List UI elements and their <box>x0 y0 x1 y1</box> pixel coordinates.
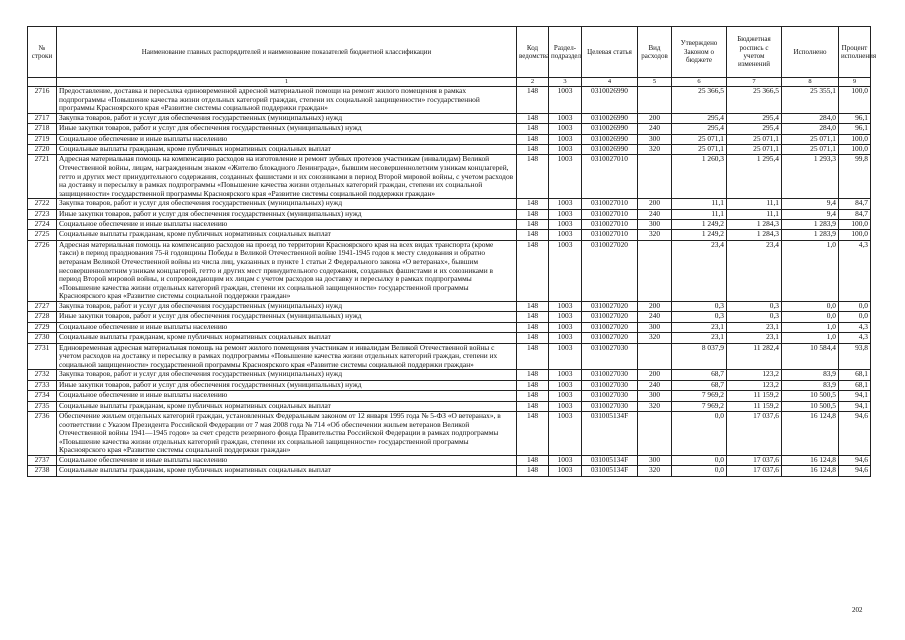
approved-amount: 23,4 <box>672 240 727 301</box>
executed-amount: 1 283,9 <box>782 220 839 230</box>
table-row <box>28 144 871 154</box>
expense-type: 300 <box>638 391 672 401</box>
executed-amount: 284,0 <box>782 113 839 123</box>
execution-percent: 4,3 <box>839 240 871 301</box>
expense-type: 200 <box>638 199 672 209</box>
executed-amount: 16 124,8 <box>782 466 839 476</box>
budget-sheet <box>27 26 877 477</box>
row-name: Предоставление, доставка и пересылка единовременной адресной материальной помощи на ремонт жилого помещения в рамках подпрограммы «Повышение качества жизни отдельных категорий граждан, степени их социальной защищенности» государственной программы Красноярского края «Развитие системы социальной поддержки граждан» <box>57 87 517 114</box>
section-code: 1003 <box>549 343 582 370</box>
target-item: 0310027010 <box>582 209 638 219</box>
section-code: 1003 <box>549 87 582 114</box>
target-item: 0310027010 <box>582 155 638 199</box>
section-code: 1003 <box>549 124 582 134</box>
executed-amount: 25 355,1 <box>782 87 839 114</box>
section-code: 1003 <box>549 113 582 123</box>
section-code: 1003 <box>549 380 582 390</box>
executed-amount: 9,4 <box>782 199 839 209</box>
table-row <box>28 240 871 301</box>
table-row <box>28 312 871 322</box>
row-number: 2726 <box>28 240 57 301</box>
row-name: Адресная материальная помощь на компенсацию расходов на проезд по территории Красноярского края на всех видах транспорта (кроме такси) в период празднования 75-й годовщины Победы в Великой Отечественной войне 1941-1945 годов к месту следования и обратно ветеранам Великой Отечественной войны из числа лиц, указанных в пункте 1 статьи 2 Федерального закона «О ветеранах», бывшим несовершеннолетним узникам концлагерей, гетто и других мест принудительного содержания, созданных фашистами и их союзниками в период Второй мировой войны, и сопровождающим их лицам с учетом расходов на доставку и пересылку в рамках подпрограммы «Повышение качества жизни отдельных категорий граждан, степени их социальной защищенности» государственной программы Красноярского края «Развитие системы социальной поддержки граждан» <box>57 240 517 301</box>
row-number: 2722 <box>28 199 57 209</box>
execution-percent: 4,3 <box>839 333 871 343</box>
header-approved: Утверждено Законом о бюджете <box>672 27 727 78</box>
ministry-code: 148 <box>517 220 549 230</box>
section-code: 1003 <box>549 455 582 465</box>
executed-amount: 0,0 <box>782 302 839 312</box>
section-code: 1003 <box>549 199 582 209</box>
budget-table <box>27 26 877 477</box>
approved-amount: 0,3 <box>672 312 727 322</box>
row-number: 2717 <box>28 113 57 123</box>
row-number: 2718 <box>28 124 57 134</box>
schedule-amount: 25 071,1 <box>727 134 782 144</box>
approved-amount: 11,1 <box>672 199 727 209</box>
row-name: Социальное обеспечение и иные выплаты населению <box>57 455 517 465</box>
expense-type: 240 <box>638 380 672 390</box>
row-number: 2733 <box>28 380 57 390</box>
execution-percent: 94,6 <box>839 466 871 476</box>
schedule-amount: 11 282,4 <box>727 343 782 370</box>
section-code: 1003 <box>549 333 582 343</box>
execution-percent: 94,6 <box>839 411 871 455</box>
table-row <box>28 391 871 401</box>
column-number: 5 <box>638 78 672 87</box>
section-code: 1003 <box>549 322 582 332</box>
table-row <box>28 199 871 209</box>
row-name: Социальное обеспечение и иные выплаты населению <box>57 322 517 332</box>
row-name: Адресная материальная помощь на компенсацию расходов на изготовление и ремонт зубных протезов участникам (инвалидам) Великой Отечественной войны, лицам, награжденным знаком «Жителю блокадного Ленинграда», бывшим несовершеннолетним узникам концлагерей, гетто и других мест принудительного содержания, созданных фашистами и их союзниками в период Второй мировой войны, с учетом расходов на доставку и пересылку в рамках подпрограммы «Повышение качества жизни отдельных категорий граждан, степени их социальной защищенности» государственной программы Красноярского края «Развитие системы социальной поддержки граждан» <box>57 155 517 199</box>
column-number: 7 <box>727 78 782 87</box>
table-row <box>28 87 871 114</box>
approved-amount: 68,7 <box>672 370 727 380</box>
column-number: 9 <box>839 78 871 87</box>
row-name: Единовременная адресная материальная помощь на ремонт жилого помещения участникам и инвалидам Великой Отечественной войны с учетом расходов на доставку и пересылку в рамках подпрограммы «Повышение качества жизни отдельных категорий граждан, степени их социальной защищенности» государственной программы Красноярского края «Развитие системы социальной поддержки граждан» <box>57 343 517 370</box>
section-code: 1003 <box>549 302 582 312</box>
ministry-code: 148 <box>517 322 549 332</box>
target-item: 0310026990 <box>582 113 638 123</box>
execution-percent: 93,8 <box>839 343 871 370</box>
header-ministry-code: Код ведомства <box>517 27 549 78</box>
target-item: 0310027010 <box>582 220 638 230</box>
row-number: 2724 <box>28 220 57 230</box>
table-row <box>28 220 871 230</box>
target-item: 0310027020 <box>582 302 638 312</box>
table-row <box>28 124 871 134</box>
row-name: Иные закупки товаров, работ и услуг для обеспечения государственных (муниципальных) нужд <box>57 380 517 390</box>
row-number: 2732 <box>28 370 57 380</box>
row-number: 2731 <box>28 343 57 370</box>
executed-amount: 1,0 <box>782 322 839 332</box>
expense-type: 300 <box>638 322 672 332</box>
expense-type <box>638 343 672 370</box>
execution-percent: 68,1 <box>839 380 871 390</box>
row-name: Закупка товаров, работ и услуг для обеспечения государственных (муниципальных) нужд <box>57 113 517 123</box>
column-number: 4 <box>582 78 638 87</box>
row-number: 2720 <box>28 144 57 154</box>
schedule-amount: 11 159,2 <box>727 401 782 411</box>
ministry-code: 148 <box>517 312 549 322</box>
expense-type: 240 <box>638 124 672 134</box>
executed-amount: 10 584,4 <box>782 343 839 370</box>
header-budget-schedule: Бюджетная роспись с учетом изменений <box>727 27 782 78</box>
row-number: 2734 <box>28 391 57 401</box>
execution-percent: 100,0 <box>839 87 871 114</box>
expense-type <box>638 155 672 199</box>
approved-amount: 68,7 <box>672 380 727 390</box>
execution-percent: 99,8 <box>839 155 871 199</box>
target-item: 031005134F <box>582 411 638 455</box>
execution-percent: 94,6 <box>839 455 871 465</box>
ministry-code: 148 <box>517 466 549 476</box>
schedule-amount: 295,4 <box>727 124 782 134</box>
approved-amount: 0,0 <box>672 455 727 465</box>
ministry-code: 148 <box>517 302 549 312</box>
row-number: 2736 <box>28 411 57 455</box>
target-item: 0310026990 <box>582 87 638 114</box>
execution-percent: 94,1 <box>839 401 871 411</box>
ministry-code: 148 <box>517 230 549 240</box>
target-item: 0310026990 <box>582 134 638 144</box>
approved-amount: 0,0 <box>672 466 727 476</box>
ministry-code: 148 <box>517 370 549 380</box>
row-name: Социальное обеспечение и иные выплаты населению <box>57 220 517 230</box>
ministry-code: 148 <box>517 401 549 411</box>
row-name: Социальные выплаты гражданам, кроме публичных нормативных социальных выплат <box>57 144 517 154</box>
column-number: 2 <box>517 78 549 87</box>
ministry-code: 148 <box>517 380 549 390</box>
approved-amount: 7 969,2 <box>672 401 727 411</box>
row-name: Иные закупки товаров, работ и услуг для обеспечения государственных (муниципальных) нужд <box>57 312 517 322</box>
target-item: 0310027030 <box>582 401 638 411</box>
row-number: 2725 <box>28 230 57 240</box>
ministry-code: 148 <box>517 134 549 144</box>
table-row <box>28 370 871 380</box>
expense-type: 200 <box>638 302 672 312</box>
section-code: 1003 <box>549 466 582 476</box>
page-number: 202 <box>852 606 863 614</box>
schedule-amount: 17 037,6 <box>727 466 782 476</box>
row-number: 2721 <box>28 155 57 199</box>
executed-amount: 1,0 <box>782 333 839 343</box>
expense-type: 300 <box>638 455 672 465</box>
execution-percent: 100,0 <box>839 220 871 230</box>
target-item: 0310027010 <box>582 230 638 240</box>
ministry-code: 148 <box>517 333 549 343</box>
execution-percent: 100,0 <box>839 134 871 144</box>
ministry-code: 148 <box>517 124 549 134</box>
executed-amount: 16 124,8 <box>782 455 839 465</box>
executed-amount: 9,4 <box>782 209 839 219</box>
ministry-code: 148 <box>517 411 549 455</box>
executed-amount: 83,9 <box>782 380 839 390</box>
schedule-amount: 1 284,3 <box>727 230 782 240</box>
execution-percent: 100,0 <box>839 230 871 240</box>
approved-amount: 1 249,2 <box>672 220 727 230</box>
expense-type: 320 <box>638 333 672 343</box>
row-name: Социальные выплаты гражданам, кроме публичных нормативных социальных выплат <box>57 333 517 343</box>
expense-type: 320 <box>638 466 672 476</box>
table-row <box>28 155 871 199</box>
column-number: 3 <box>549 78 582 87</box>
ministry-code: 148 <box>517 199 549 209</box>
section-code: 1003 <box>549 240 582 301</box>
expense-type: 240 <box>638 209 672 219</box>
column-number: 1 <box>57 78 517 87</box>
schedule-amount: 25 366,5 <box>727 87 782 114</box>
row-name: Иные закупки товаров, работ и услуг для обеспечения государственных (муниципальных) нужд <box>57 209 517 219</box>
executed-amount: 25 071,1 <box>782 134 839 144</box>
expense-type: 240 <box>638 312 672 322</box>
target-item: 0310027020 <box>582 240 638 301</box>
row-number: 2719 <box>28 134 57 144</box>
executed-amount: 10 500,5 <box>782 391 839 401</box>
target-item: 0310027020 <box>582 312 638 322</box>
approved-amount: 11,1 <box>672 209 727 219</box>
row-name: Закупка товаров, работ и услуг для обеспечения государственных (муниципальных) нужд <box>57 199 517 209</box>
table-row <box>28 209 871 219</box>
ministry-code: 148 <box>517 155 549 199</box>
schedule-amount: 23,4 <box>727 240 782 301</box>
executed-amount: 1 283,9 <box>782 230 839 240</box>
execution-percent: 4,3 <box>839 322 871 332</box>
schedule-amount: 11,1 <box>727 199 782 209</box>
expense-type: 200 <box>638 370 672 380</box>
executed-amount: 1,0 <box>782 240 839 301</box>
section-code: 1003 <box>549 230 582 240</box>
executed-amount: 1 293,3 <box>782 155 839 199</box>
row-name: Закупка товаров, работ и услуг для обеспечения государственных (муниципальных) нужд <box>57 370 517 380</box>
row-number: 2727 <box>28 302 57 312</box>
ministry-code: 148 <box>517 391 549 401</box>
header-target-item: Целевая статья <box>582 27 638 78</box>
approved-amount: 7 969,2 <box>672 391 727 401</box>
row-name: Закупка товаров, работ и услуг для обеспечения государственных (муниципальных) нужд <box>57 302 517 312</box>
approved-amount: 25 366,5 <box>672 87 727 114</box>
schedule-amount: 1 284,3 <box>727 220 782 230</box>
expense-type: 320 <box>638 144 672 154</box>
row-number: 2730 <box>28 333 57 343</box>
schedule-amount: 11,1 <box>727 209 782 219</box>
ministry-code: 148 <box>517 144 549 154</box>
execution-percent: 84,7 <box>839 209 871 219</box>
expense-type: 300 <box>638 220 672 230</box>
execution-percent: 100,0 <box>839 144 871 154</box>
section-code: 1003 <box>549 134 582 144</box>
schedule-amount: 23,1 <box>727 322 782 332</box>
schedule-amount: 17 037,6 <box>727 411 782 455</box>
schedule-amount: 25 071,1 <box>727 144 782 154</box>
approved-amount: 25 071,1 <box>672 134 727 144</box>
row-number: 2737 <box>28 455 57 465</box>
target-item: 0310026990 <box>582 144 638 154</box>
row-number: 2729 <box>28 322 57 332</box>
header-expense-type: Вид расходов <box>638 27 672 78</box>
ministry-code: 148 <box>517 209 549 219</box>
ministry-code: 148 <box>517 113 549 123</box>
execution-percent: 0,0 <box>839 312 871 322</box>
schedule-amount: 17 037,6 <box>727 455 782 465</box>
table-row <box>28 113 871 123</box>
schedule-amount: 0,3 <box>727 312 782 322</box>
execution-percent: 0,0 <box>839 302 871 312</box>
table-row <box>28 134 871 144</box>
header-row <box>28 27 871 78</box>
expense-type: 320 <box>638 401 672 411</box>
expense-type <box>638 87 672 114</box>
row-number: 2728 <box>28 312 57 322</box>
ministry-code: 148 <box>517 240 549 301</box>
executed-amount: 25 071,1 <box>782 144 839 154</box>
table-row <box>28 411 871 455</box>
schedule-amount: 1 295,4 <box>727 155 782 199</box>
column-number: 8 <box>782 78 839 87</box>
table-row <box>28 343 871 370</box>
row-number: 2716 <box>28 87 57 114</box>
target-item: 031005134F <box>582 455 638 465</box>
approved-amount: 23,1 <box>672 333 727 343</box>
expense-type <box>638 411 672 455</box>
row-name: Социальные выплаты гражданам, кроме публичных нормативных социальных выплат <box>57 401 517 411</box>
approved-amount: 295,4 <box>672 124 727 134</box>
row-name: Социальное обеспечение и иные выплаты населению <box>57 391 517 401</box>
execution-percent: 96,1 <box>839 124 871 134</box>
executed-amount: 16 124,8 <box>782 411 839 455</box>
ministry-code: 148 <box>517 87 549 114</box>
schedule-amount: 23,1 <box>727 333 782 343</box>
header-row-number: № строки <box>28 27 57 78</box>
header-executed: Исполнено <box>782 27 839 78</box>
execution-percent: 96,1 <box>839 113 871 123</box>
section-code: 1003 <box>549 401 582 411</box>
section-code: 1003 <box>549 209 582 219</box>
header-section: Раздел-подраздел <box>549 27 582 78</box>
schedule-amount: 123,2 <box>727 370 782 380</box>
target-item: 0310027030 <box>582 391 638 401</box>
target-item: 0310027020 <box>582 333 638 343</box>
header-percent: Процент исполнения <box>839 27 871 78</box>
schedule-amount: 123,2 <box>727 380 782 390</box>
row-number: 2735 <box>28 401 57 411</box>
row-name: Социальные выплаты гражданам, кроме публичных нормативных социальных выплат <box>57 230 517 240</box>
table-row <box>28 230 871 240</box>
approved-amount: 8 037,9 <box>672 343 727 370</box>
expense-type: 300 <box>638 134 672 144</box>
execution-percent: 84,7 <box>839 199 871 209</box>
table-row <box>28 333 871 343</box>
expense-type: 320 <box>638 230 672 240</box>
section-code: 1003 <box>549 411 582 455</box>
approved-amount: 25 071,1 <box>672 144 727 154</box>
table-body <box>28 87 871 477</box>
section-code: 1003 <box>549 370 582 380</box>
row-number: 2723 <box>28 209 57 219</box>
ministry-code: 148 <box>517 455 549 465</box>
table-row <box>28 302 871 312</box>
table-row <box>28 380 871 390</box>
target-item: 031005134F <box>582 466 638 476</box>
expense-type <box>638 240 672 301</box>
schedule-amount: 11 159,2 <box>727 391 782 401</box>
executed-amount: 0,0 <box>782 312 839 322</box>
table-row <box>28 466 871 476</box>
table-row <box>28 455 871 465</box>
row-number: 2738 <box>28 466 57 476</box>
approved-amount: 1 260,3 <box>672 155 727 199</box>
approved-amount: 1 249,2 <box>672 230 727 240</box>
ministry-code: 148 <box>517 343 549 370</box>
section-code: 1003 <box>549 155 582 199</box>
target-item: 0310027030 <box>582 380 638 390</box>
row-name: Социальное обеспечение и иные выплаты населению <box>57 134 517 144</box>
section-code: 1003 <box>549 391 582 401</box>
schedule-amount: 295,4 <box>727 113 782 123</box>
section-code: 1003 <box>549 144 582 154</box>
target-item: 0310027010 <box>582 199 638 209</box>
expense-type: 200 <box>638 113 672 123</box>
executed-amount: 284,0 <box>782 124 839 134</box>
target-item: 0310027030 <box>582 343 638 370</box>
target-item: 0310027030 <box>582 370 638 380</box>
row-name: Обеспечение жильем отдельных категорий граждан, установленных Федеральным законом от 12 января 1995 года № 5-ФЗ «О ветеранах», в соответствии с Указом Президента Российской Федерации от 7 мая 2008 года № 714 «Об обеспечении жильем ветеранов Великой Отечественной войны 1941—1945 годов» за счет средств резервного фонда Правительства Российской Федерации в рамках подпрограммы «Повышение качества жизни отдельных категорий граждан, степени их социальной защищенности» государственной программы Красноярского края «Развитие системы социальной поддержки граждан» <box>57 411 517 455</box>
section-code: 1003 <box>549 220 582 230</box>
column-number: 6 <box>672 78 727 87</box>
table-row <box>28 322 871 332</box>
row-name: Иные закупки товаров, работ и услуг для обеспечения государственных (муниципальных) нужд <box>57 124 517 134</box>
executed-amount: 10 500,5 <box>782 401 839 411</box>
section-code: 1003 <box>549 312 582 322</box>
execution-percent: 94,1 <box>839 391 871 401</box>
approved-amount: 0,0 <box>672 411 727 455</box>
schedule-amount: 0,3 <box>727 302 782 312</box>
target-item: 0310027020 <box>582 322 638 332</box>
approved-amount: 295,4 <box>672 113 727 123</box>
table-row <box>28 401 871 411</box>
approved-amount: 0,3 <box>672 302 727 312</box>
executed-amount: 83,9 <box>782 370 839 380</box>
approved-amount: 23,1 <box>672 322 727 332</box>
execution-percent: 68,1 <box>839 370 871 380</box>
header-name: Наименование главных распорядителей и наименование показателей бюджетной классификации <box>57 27 517 78</box>
row-name: Социальные выплаты гражданам, кроме публичных нормативных социальных выплат <box>57 466 517 476</box>
target-item: 0310026990 <box>582 124 638 134</box>
